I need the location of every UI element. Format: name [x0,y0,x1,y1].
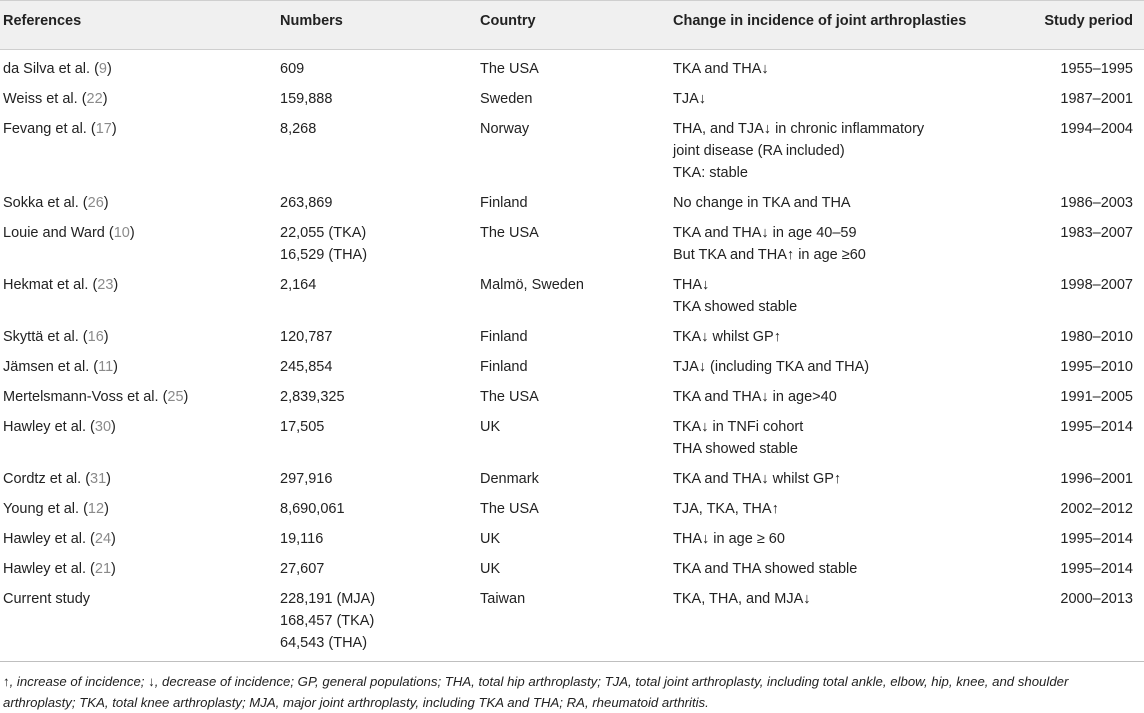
cell-change [673,464,989,494]
numbers-line: 27,607 [280,561,325,577]
numbers-line: 16,529 (THA) [280,247,368,263]
cell-change [673,494,989,524]
cell-study-period: 2000–2013 [989,584,1144,662]
cell-study-period: 1991–2005 [1060,389,1133,405]
cell-numbers [280,322,480,352]
change-line: TJA↓ [673,91,707,107]
cell-change [673,270,989,322]
change-line: THA, and TJA↓ in chronic inflammatory [673,121,925,137]
cell-change [673,322,989,352]
table-row [0,464,1144,494]
cell-change [673,114,989,188]
cell-country: Sweden [480,91,533,107]
table-row [0,114,1144,188]
cell-reference: Mertelsmann-Voss et al. (25) [3,389,189,405]
numbers-line: 64,543 (THA) [280,635,368,651]
cell-change [673,50,989,85]
numbers-line: 245,854 [280,359,333,375]
cell-country: The USA [480,501,539,517]
cell-study-period: 1980–2010 [1060,329,1133,345]
cell-numbers [280,114,480,188]
change-line: TKA and THA↓ whilst GP↑ [673,471,842,487]
cell-change [673,218,989,270]
numbers-line: 19,116 [280,531,324,547]
cell-change [673,584,989,662]
citation-link[interactable]: 16 [87,329,104,345]
cell-reference: Hawley et al. (24) [3,531,116,547]
cell-country: Finland [480,329,528,345]
table-row [0,84,1144,114]
cell-reference: Hawley et al. (21) [3,561,116,577]
citation-link[interactable]: 12 [87,501,105,517]
table-row [0,270,1144,322]
numbers-line: 263,869 [280,195,333,211]
table-row [0,188,1144,218]
cell-reference: Weiss et al. (22) [3,91,108,107]
cell-study-period: 1994–2004 [1060,121,1133,137]
table-row [0,352,1144,382]
citation-link[interactable]: 22 [86,91,103,107]
author-name: Cordtz et al. [3,471,82,487]
table-row [0,494,1144,524]
change-line: joint disease (RA included) [673,143,845,159]
table-footnote: ↑, increase of incidence; ↓, decrease of incidence; GP, general populations; THA, total hip arthroplasty; TJA, total joint arthroplasty, including total ankle, elbow, hip, knee, and shoulder arthroplasty; TKA, total knee arthroplasty; MJA, major joint arthroplasty, including TKA and THA; RA, rheumatoid arthritis. [3,674,1069,710]
change-line: TKA and THA↓ [673,61,769,77]
table-body [0,50,1144,662]
header-study-period: Study period [989,1,1144,50]
cell-numbers [280,524,480,554]
cell-reference: Cordtz et al. (31) [3,471,112,487]
change-line: TJA↓ (including TKA and THA) [673,359,870,375]
header-change: Change in incidence of joint arthroplasties [673,1,989,50]
cell-study-period: 2002–2012 [1060,501,1133,517]
citation-link[interactable]: 24 [94,531,112,547]
cell-numbers [280,382,480,412]
author-name: Hawley et al. [3,531,87,547]
author-name: Mertelsmann-Voss et al. [3,389,159,405]
citation-link[interactable]: 21 [94,561,112,577]
change-line: TKA and THA↓ in age>40 [673,389,837,405]
cell-country: UK [480,561,501,577]
cell-country: UK [480,531,501,547]
cell-change [673,412,989,464]
cell-study-period: 1986–2003 [1060,195,1133,211]
cell-study-period: 1995–2014 [1060,419,1133,435]
numbers-line: 168,457 (TKA) [280,613,375,629]
cell-numbers [280,50,480,85]
change-line: But TKA and THA↑ in age ≥60 [673,247,866,263]
cell-study-period: 1995–2014 [1060,531,1133,547]
author-name: Louie and Ward [3,225,105,241]
citation-link[interactable]: 31 [90,471,107,487]
citation-link[interactable]: 23 [97,277,114,293]
header-country: Country [480,1,673,50]
cell-numbers [280,412,480,464]
cell-study-period: 1995–2014 [1060,561,1133,577]
numbers-line: 8,268 [280,121,317,137]
cell-study-period: 1995–2010 [1060,359,1133,375]
citation-link[interactable]: 26 [87,195,104,211]
numbers-line: 2,164 [280,277,317,293]
cell-country: Malmö, Sweden [480,277,584,293]
citation-link[interactable]: 17 [95,121,112,137]
cell-country: Taiwan [480,584,673,662]
cell-numbers [280,218,480,270]
author-name: Hawley et al. [3,419,87,435]
change-line: TKA: stable [673,165,748,181]
cell-country: Norway [480,121,530,137]
cell-change [673,554,989,584]
author-name: Weiss et al. [3,91,78,107]
change-line: TKA showed stable [673,299,798,315]
change-line: THA↓ [673,277,710,293]
citation-link[interactable]: 11 [98,359,114,375]
cell-change [673,524,989,554]
cell-change [673,352,989,382]
cell-reference: Louie and Ward (10) [3,225,135,241]
numbers-line: 120,787 [280,329,333,345]
numbers-line: 8,690,061 [280,501,345,517]
header-numbers: Numbers [280,1,480,50]
cell-change [673,188,989,218]
table-header-row [0,1,1144,50]
cell-country: Finland [480,195,528,211]
numbers-line: 17,505 [280,419,325,435]
cell-reference: Jämsen et al. (11) [3,359,119,375]
author-name: da Silva et al. [3,61,91,77]
cell-study-period: 1955–1995 [1060,61,1133,77]
cell-reference: Hekmat et al. (23) [3,277,119,293]
cell-country: UK [480,419,501,435]
change-line: No change in TKA and THA [673,195,851,211]
table-row [0,554,1144,584]
cell-numbers [280,554,480,584]
numbers-line: 22,055 (TKA) [280,225,367,241]
author-name: Young et al. [3,501,80,517]
cell-reference: Sokka et al. (26) [3,195,109,211]
cell-reference: Skyttä et al. (16) [3,329,109,345]
cell-reference: Young et al. (12) [3,501,109,517]
author-name: Hekmat et al. [3,277,89,293]
cell-country: The USA [480,225,539,241]
numbers-line: 228,191 (MJA) [280,591,376,607]
cell-numbers [280,188,480,218]
change-line: TKA and THA↓ in age 40–59 [673,225,857,241]
table-row [0,584,1144,662]
numbers-line: 2,839,325 [280,389,345,405]
numbers-line: 159,888 [280,91,333,107]
change-line: TJA, TKA, THA↑ [673,501,779,517]
table-row [0,524,1144,554]
change-line: TKA, THA, and MJA↓ [673,591,811,607]
change-line: TKA and THA showed stable [673,561,858,577]
author-name: Jämsen et al. [3,359,90,375]
cell-country: Denmark [480,471,539,487]
cell-study-period: 1983–2007 [1060,225,1133,241]
cell-numbers [280,464,480,494]
cell-study-period: 1987–2001 [1060,91,1133,107]
numbers-line: 609 [280,61,305,77]
table-row [0,412,1144,464]
cell-numbers [280,352,480,382]
header-references: References [0,1,280,50]
citation-link[interactable]: 30 [94,419,112,435]
cell-change [673,382,989,412]
change-line: TKA↓ whilst GP↑ [673,329,781,345]
cell-numbers [280,84,480,114]
author-name: Sokka et al. [3,195,79,211]
cell-country: The USA [480,61,539,77]
change-line: THA showed stable [673,441,798,457]
cell-numbers [280,270,480,322]
table-row [0,382,1144,412]
cell-study-period: 1996–2001 [1060,471,1133,487]
change-line: TKA↓ in TNFi cohort [673,419,804,435]
author-name: Current study [3,591,91,607]
table-row [0,322,1144,352]
citation-link[interactable]: 9 [98,61,107,77]
cell-numbers [280,494,480,524]
cell-study-period: 1998–2007 [1060,277,1133,293]
author-name: Fevang et al. [3,121,87,137]
cell-country: Finland [480,359,528,375]
cell-reference: Fevang et al. (17) [3,121,117,137]
cell-reference: da Silva et al. (9) [3,61,112,77]
cell-reference [0,584,280,662]
table-row [0,218,1144,270]
cell-reference: Hawley et al. (30) [3,419,116,435]
table-row [0,50,1144,85]
cell-numbers [280,584,480,662]
citation-link[interactable]: 10 [113,225,130,241]
change-line: THA↓ in age ≥ 60 [673,531,785,547]
citation-link[interactable]: 25 [167,389,184,405]
author-name: Hawley et al. [3,561,87,577]
numbers-line: 297,916 [280,471,333,487]
author-name: Skyttä et al. [3,329,79,345]
cell-change [673,84,989,114]
cell-country: The USA [480,389,539,405]
